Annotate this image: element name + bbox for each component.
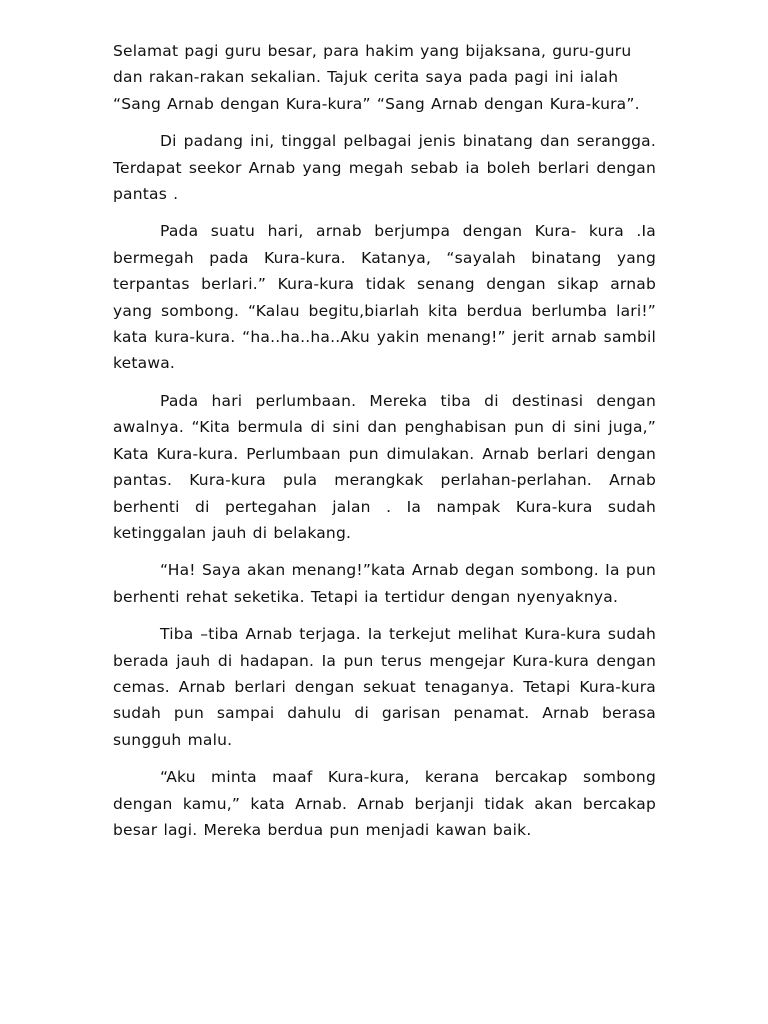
document-page bbox=[113, 38, 656, 854]
paragraph-ending: “Aku minta maaf Kura-kura, kerana bercakap sombong dengan kamu,” kata Arnab. Arnab berjanji tidak akan bercakap besar lagi. Mereka berdua pun menjadi kawan baik. bbox=[113, 768, 656, 839]
paragraph-setting: Di padang ini, tinggal pelbagai jenis binatang dan serangga. Terdapat seekor Arnab yang megah sebab ia boleh berlari dengan pantas . bbox=[113, 132, 656, 204]
paragraph-intro: Selamat pagi guru besar, para hakim yang bijaksana, guru-guru dan rakan-rakan sekalian. Tajuk cerita saya pada pagi ini ialah “Sang Arnab dengan Kura-kura” “Sang Arnab dengan Kura-kura”. bbox=[113, 42, 640, 113]
paragraph-challenge: Pada suatu hari, arnab berjumpa dengan Kura- kura .Ia bermegah pada Kura-kura. Katanya, “sayalah binatang yang terpantas berlari.” Kura-kura tidak senang dengan sikap arnab yang sombong. “Kalau begitu,biarlah kita berdua berlumba lari!” kata kura-kura. “ha..ha..ha..Aku yakin menang!” jerit arnab sambil ketawa. bbox=[113, 222, 656, 373]
paragraph-rest: “Ha! Saya akan menang!”kata Arnab degan sombong. Ia pun berhenti rehat seketika. Tetapi ia tertidur dengan nyenyaknya. bbox=[113, 561, 656, 606]
paragraph-race-start: Pada hari perlumbaan. Mereka tiba di destinasi dengan awalnya. “Kita bermula di sini dan penghabisan pun di sini juga,” Kata Kura-kura. Perlumbaan pun dimulakan. Arnab berlari dengan pantas. Kura-kura pula merangkak perlahan-perlahan. Arnab berhenti di pertegahan jalan . Ia nampak Kura-kura sudah ketinggalan jauh di belakang. bbox=[113, 391, 656, 542]
paragraph-wake: Tiba –tiba Arnab terjaga. Ia terkejut melihat Kura-kura sudah berada jauh di hadapan. Ia pun terus mengejar Kura-kura dengan cemas. Arnab berlari dengan sekuat tenaganya. Tetapi Kura-kura sudah pun sampai dahulu di garisan penamat. Arnab berasa sungguh malu. bbox=[113, 625, 656, 749]
